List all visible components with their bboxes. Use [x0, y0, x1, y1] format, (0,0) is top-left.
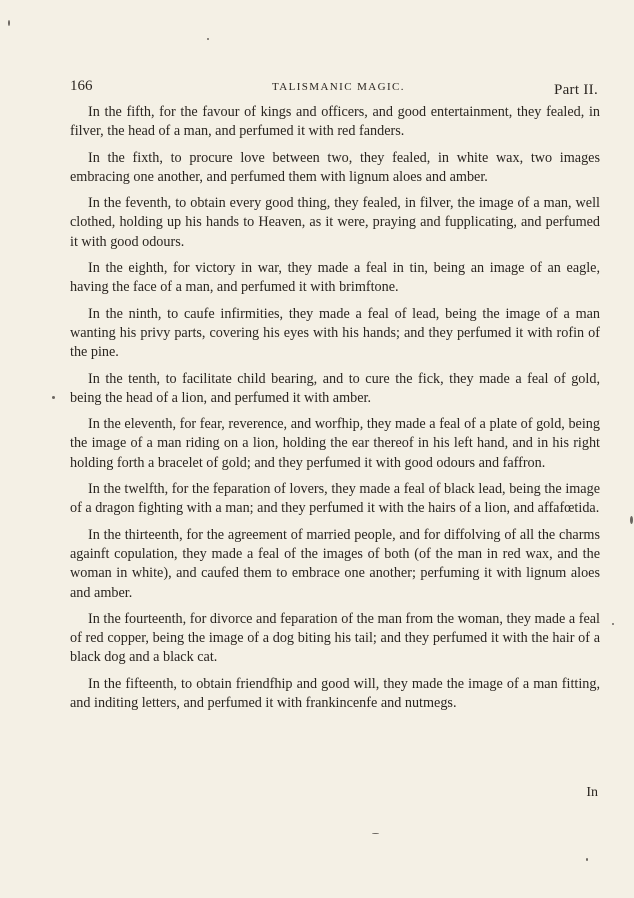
paper-speck	[586, 858, 588, 861]
paper-speck	[612, 623, 614, 625]
paper-speck	[8, 20, 10, 26]
paper-speck	[52, 396, 55, 399]
paragraph: In the fifteenth, to obtain friendfhip and good will, they made the image of a man fitting, and inditing letters, and perfumed it with frankincenfe and nutmegs.	[70, 675, 600, 712]
paragraph: In the ninth, to caufe infirmities, they made a feal of lead, being the image of a man wanting his privy parts, covering his eyes with his hands; and they perfumed it with rofin of the pine.	[70, 305, 600, 361]
page-number: 166	[70, 78, 93, 94]
paragraph: In the fixth, to procure love between two, they fealed, in white wax, two images embracing one another, and perfumed them with lignum aloes and amber.	[70, 149, 600, 185]
page-header	[70, 78, 600, 102]
paragraph: In the thirteenth, for the agreement of married people, and for diffolving of all the charms againft copulation, they made a feal of the images of both (of the man in red wax, and the woman in white), and caufed them to embrace one another; perfuming it with lignum aloes and amber.	[70, 526, 600, 601]
paragraph: In the eighth, for victory in war, they made a feal in tin, being an image of an eagle, having the face of a man, and perfumed it with brimftone.	[70, 260, 600, 296]
catchword: In	[586, 785, 598, 800]
body-text	[70, 103, 600, 720]
paragraph: In the fifth, for the favour of kings and officers, and good entertainment, they fealed, in filver, the head of a man, and perfumed it with red fanders.	[70, 104, 600, 140]
paper-speck	[207, 38, 209, 40]
paragraph: In the feventh, to obtain every good thing, they fealed, in filver, the image of a man, well clothed, holding up his hands to Heaven, as it were, praying and fupplicating, and perfumed it with good odours.	[70, 195, 600, 250]
part-label: Part II.	[553, 82, 598, 98]
paragraph: In the eleventh, for fear, reverence, and worfhip, they made a feal of a plate of gold, being the image of a man riding on a lion, holding the ear thereof in his left hand, and in his right holding forth a bracelet of gold; and they perfumed it with good odours and faffron.	[70, 416, 600, 471]
paragraph: In the fourteenth, for divorce and feparation of the man from the woman, they made a feal of red copper, being the image of a dog biting his tail; and they perfumed it with the hair of a black dog and a black cat.	[70, 610, 600, 666]
running-head: TALISMANIC MAGIC.	[272, 81, 405, 93]
paragraph: In the tenth, to facilitate child bearing, and to cure the fick, they made a feal of gold, being the head of a lion, and perfumed it with amber.	[70, 370, 600, 406]
paper-speck	[630, 516, 633, 524]
paragraph: In the twelfth, for the feparation of lovers, they made a feal of black lead, being the image of a dragon fighting with a man; and they perfumed it with the hairs of a lion, and affafœtida.	[70, 481, 600, 517]
paper-speck	[372, 833, 379, 834]
